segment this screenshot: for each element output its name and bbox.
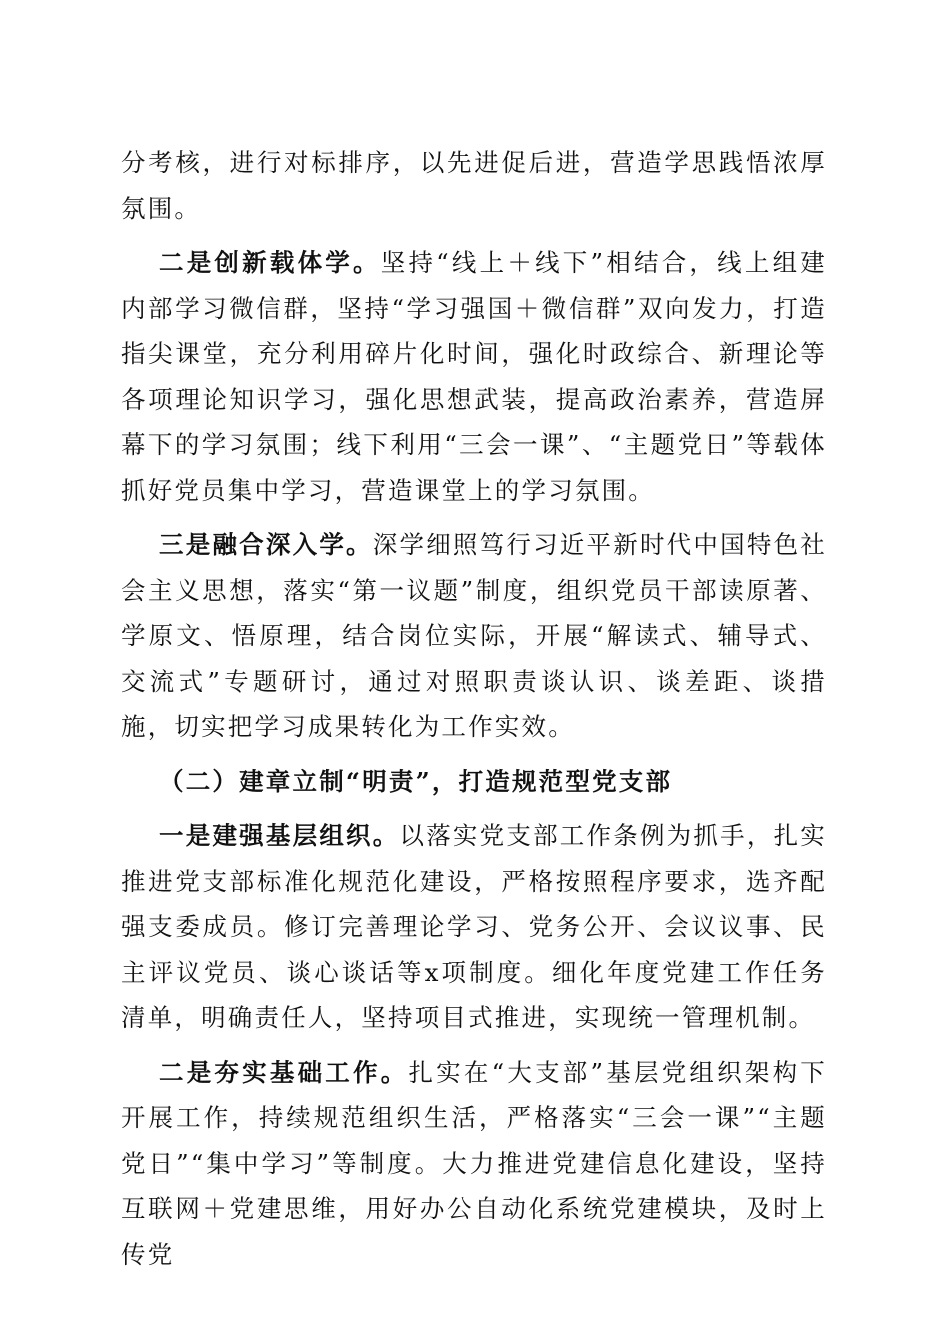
paragraph-lead: 一是建强基层组织。 <box>159 821 400 850</box>
paragraph-text: 分考核，进行对标排序，以先进促后进，营造学思践悟浓厚氛围。 <box>121 148 827 223</box>
paragraph-basic-work <box>121 1050 827 1278</box>
paragraph-lead: 二是创新载体学。 <box>159 248 381 277</box>
section-heading: （二）建章立制“明责”，打造规范型党支部 <box>159 766 673 796</box>
paragraph-text: 坚持“线上＋线下”相结合，线上组建内部学习微信群，坚持“学习强国＋微信群”双向发力，打造指尖课堂，充分利用碎片化时间，强化时政综合、新理论等各项理论知识学习，强化思想武装，提高政治素养，营造屏幕下的学习氛围；线下利用“三会一课”、“主题党日”等载体抓好党员集中学习，营造课堂上的学习氛围。 <box>121 248 827 505</box>
paragraph-text: 扎实在“大支部”基层党组织架构下开展工作，持续规范组织生活，严格落实“三会一课”“主题党日”“集中学习”等制度。大力推进党建信息化建设，坚持互联网＋党建思维，用好办公自动化系统党建模块，及时上传党 <box>121 1057 827 1269</box>
paragraph-continuation <box>121 140 827 231</box>
paragraph-text: 深学细照笃行习近平新时代中国特色社会主义思想，落实“第一议题”制度，组织党员干部读原著、学原文、悟原理，结合岗位实际，开展“解读式、辅导式、交流式”专题研讨，通过对照职责谈认识、谈差距、谈措施，切实把学习成果转化为工作实效。 <box>121 530 827 741</box>
document-body <box>121 140 827 1286</box>
paragraph-integrated-study <box>121 522 827 750</box>
paragraph-text: 以落实党支部工作条例为抓手，扎实推进党支部标准化规范化建设，严格按照程序要求，选齐配强支委成员。修订完善理论学习、党务公开、会议议事、民主评议党员、谈心谈话等x项制度。细化年度党建工作任务清单，明确责任人，坚持项目式推进，实现统一管理机制。 <box>121 821 827 1032</box>
paragraph-grassroots-organization <box>121 813 827 1041</box>
paragraph-innovative-carriers <box>121 240 827 513</box>
paragraph-lead: 三是融合深入学。 <box>159 530 373 559</box>
paragraph-lead: 二是夯实基础工作。 <box>159 1057 409 1087</box>
